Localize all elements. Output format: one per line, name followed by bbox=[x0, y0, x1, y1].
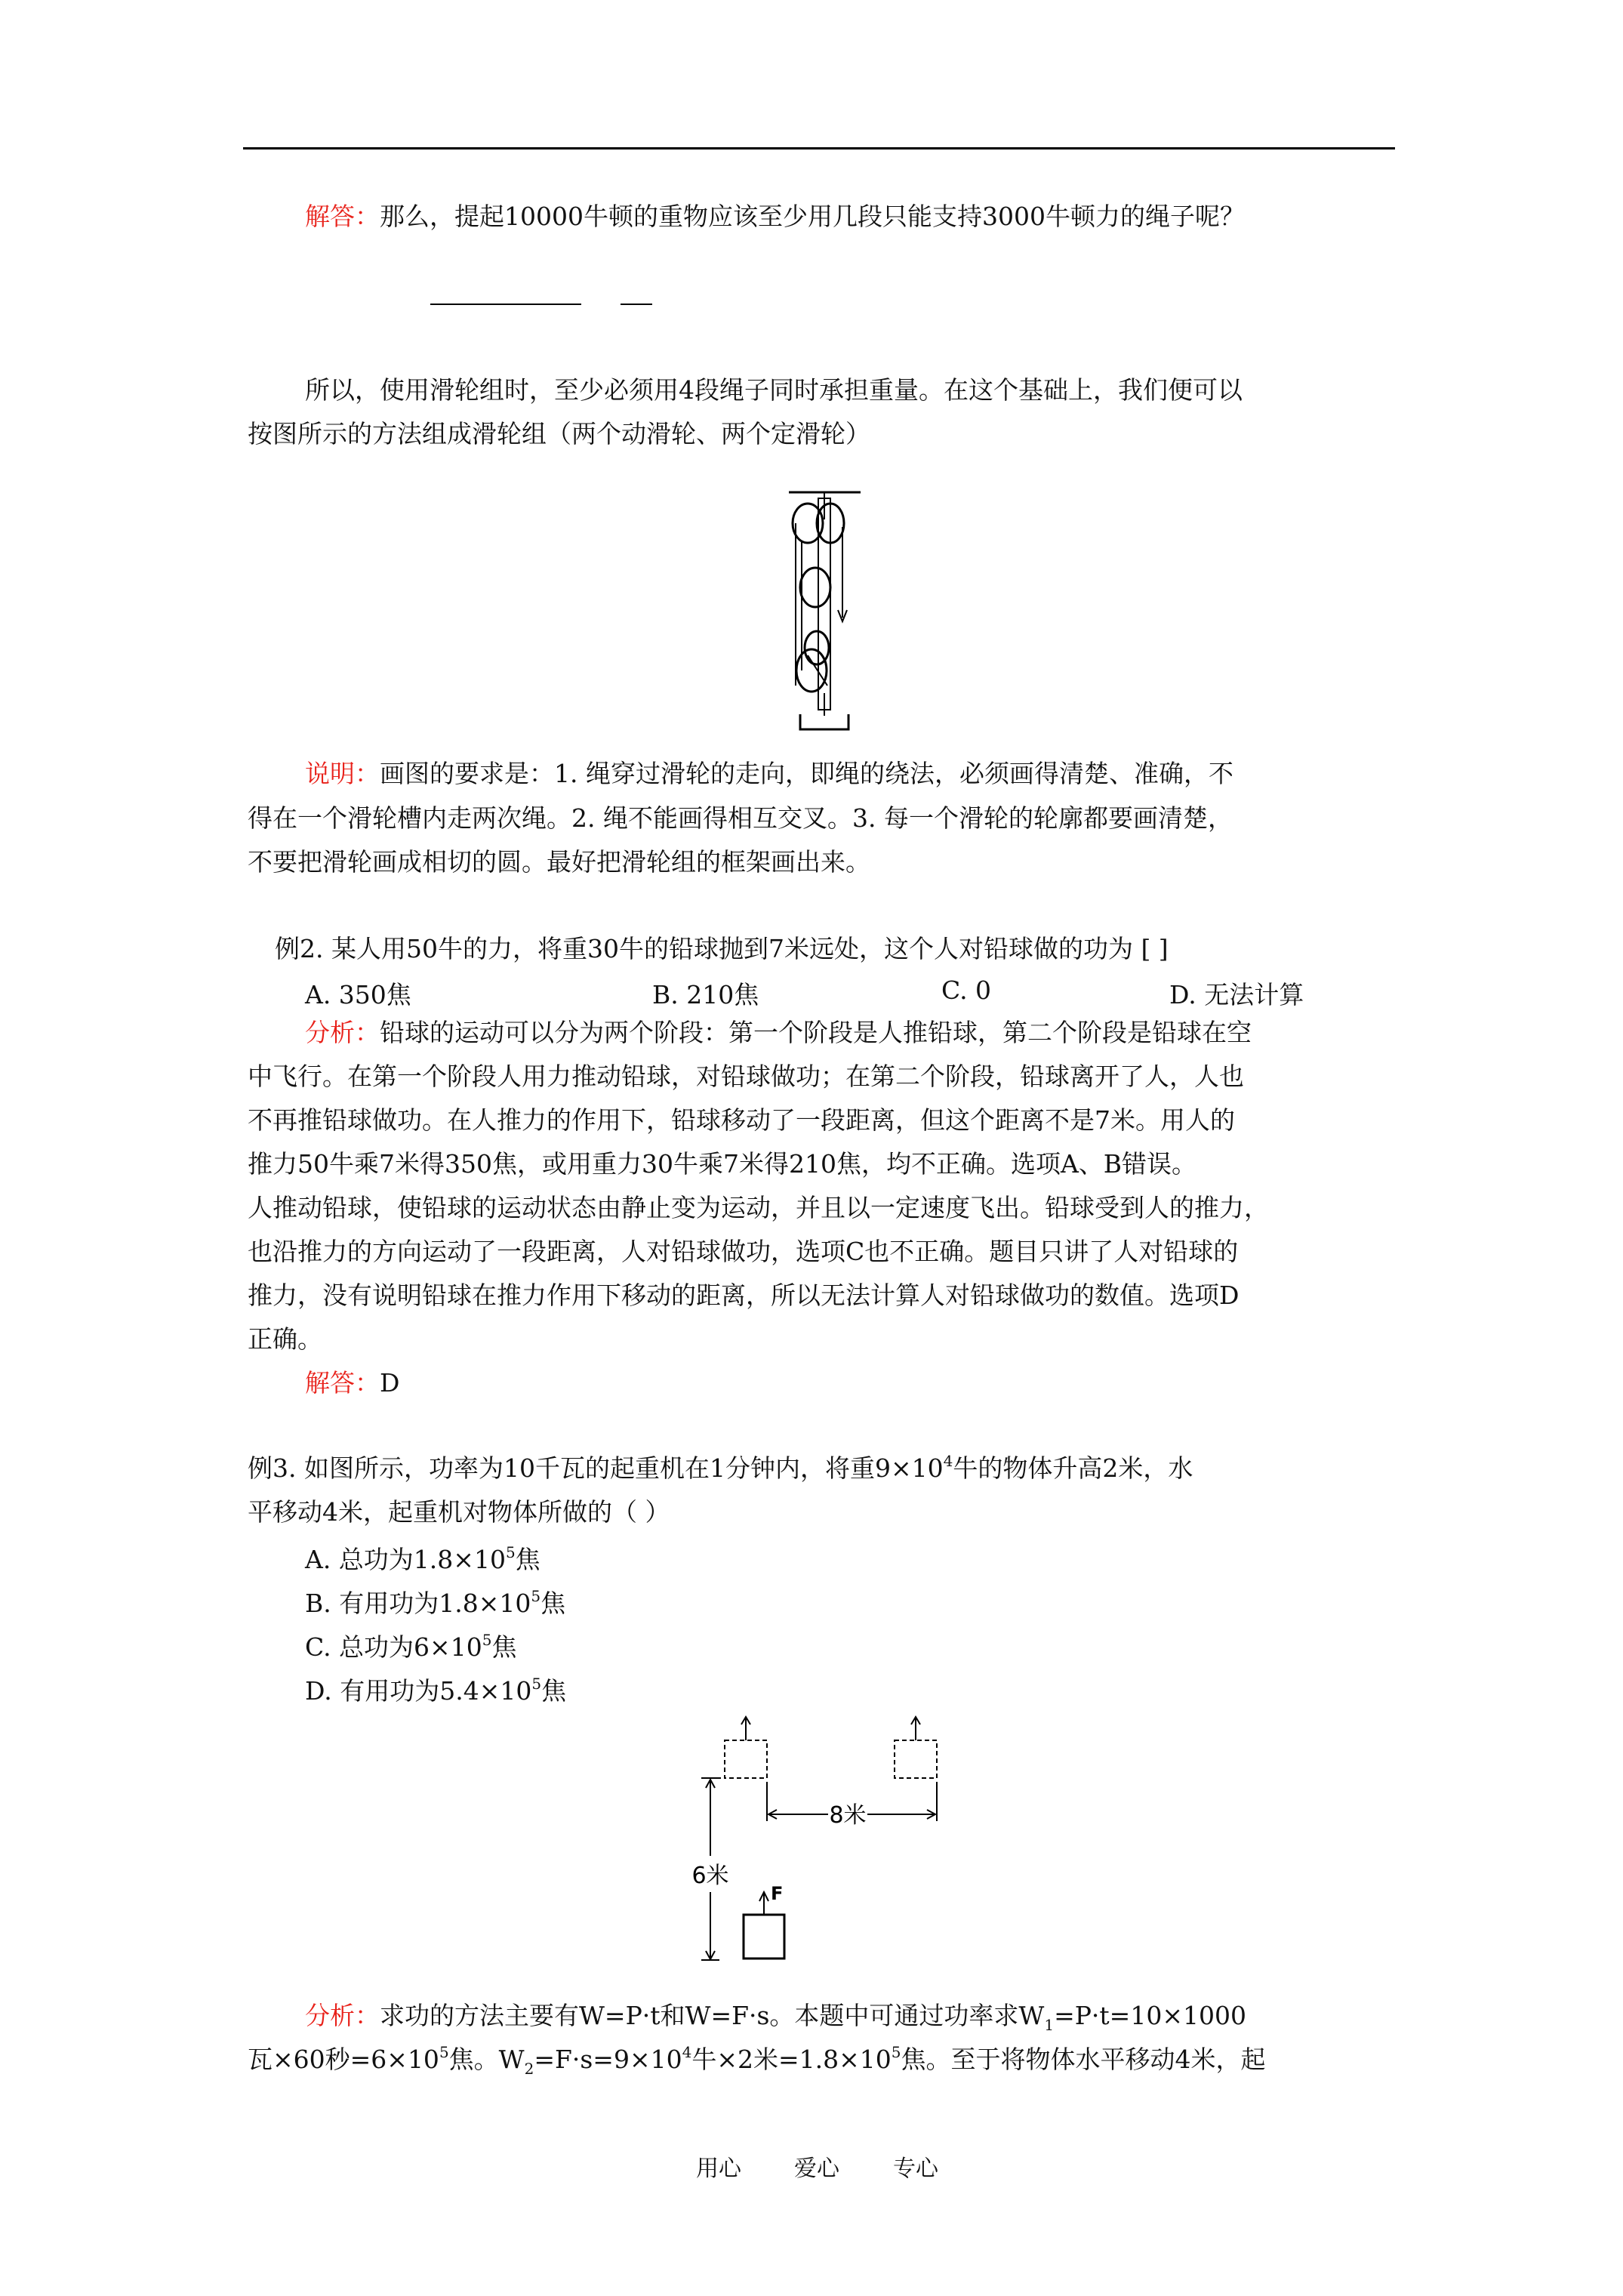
option-a: A. 350焦 bbox=[305, 980, 411, 1009]
analysis-line: 正确。 bbox=[248, 1324, 322, 1354]
example2-answer: 解答：D bbox=[305, 1368, 400, 1398]
example3-analysis-line2: 瓦×60秒$=6\times 10^5$焦。$W_2=F\cdot s=9\times 10^4$牛×2米$=1.8\times 10^5$焦。至于将物体水平移动4米，起 bbox=[248, 2043, 1266, 2078]
answer-paragraph bbox=[305, 202, 1452, 232]
crane-motion-figure bbox=[683, 1712, 970, 1969]
analysis-line: 推力，没有说明铅球在推力作用下移动的距离，所以无法计算人对铅球做功的数值。选项D bbox=[248, 1281, 1240, 1310]
answer-text: 那么，提起10000牛顿的重物应该至少用几段只能支持3000牛顿力的绳子呢？ bbox=[380, 202, 1245, 231]
answer-label: 解答： bbox=[305, 202, 380, 231]
analysis-line: 推力50牛乘7米得350焦，或用重力30牛乘7米得210焦，均不正确。选项A、B错误。 bbox=[248, 1149, 1197, 1179]
horizontal-distance-label: 8米 bbox=[829, 1802, 867, 1829]
analysis-line: 分析：铅球的运动可以分为两个阶段：第一个阶段是人推铅球，第二个阶段是铅球在空 bbox=[305, 1018, 1252, 1047]
analysis-line: 人推动铅球，使铅球的运动状态由静止变为运动，并且以一定速度飞出。铅球受到人的推力， bbox=[248, 1193, 1269, 1222]
option-a: A. 总功为$1.8\times 10^5$焦 bbox=[305, 1543, 540, 1574]
footer-item: 用心 bbox=[696, 2156, 741, 2182]
note-line: 说明：画图的要求是：1. 绳穿过滑轮的走向，即绳的绕法，必须画得清楚、准确，不 bbox=[305, 759, 1233, 788]
option-c: C. 总功为$6\times 10^5$焦 bbox=[305, 1631, 517, 1662]
analysis-label: 分析： bbox=[305, 1018, 380, 1047]
example3-analysis-line1: 分析：求功的方法主要有W=P·t和W=F·s。本题中可通过功率求$W_1=P\cdot t=10\times 1000$ bbox=[305, 2001, 1246, 2034]
analysis-label: 分析： bbox=[305, 2001, 380, 2030]
analysis-line: 也沿推力的方向运动了一段距离，人对铅球做功，选项C也不正确。题目只讲了人对铅球的 bbox=[248, 1237, 1239, 1266]
blank-line-1 bbox=[430, 304, 581, 305]
note-line: 不要把滑轮画成相切的圆。最好把滑轮组的框架画出来。 bbox=[248, 847, 870, 877]
paragraph-line: 按图所示的方法组成滑轮组（两个动滑轮、两个定滑轮） bbox=[248, 419, 870, 448]
note-line: 得在一个滑轮槽内走两次绳。2. 绳不能画得相互交叉。3. 每一个滑轮的轮廓都要画清楚， bbox=[248, 803, 1233, 833]
option-b: B. 有用功为$1.8\times 10^5$焦 bbox=[305, 1587, 566, 1618]
option-d: D. 有用功为$5.4\times 10^5$焦 bbox=[305, 1675, 567, 1706]
analysis-line: 不再推铅球做功。在人推力的作用下，铅球移动了一段距离，但这个距离不是7米。用人的 bbox=[248, 1105, 1235, 1135]
option-c: C. 0 bbox=[941, 975, 992, 1005]
footer-item: 爱心 bbox=[794, 2156, 839, 2182]
pulley-system-figure bbox=[785, 489, 868, 738]
example3-question-line2: 平移动4米，起重机对物体所做的（ ） bbox=[248, 1497, 670, 1527]
example2-question: 例2. 某人用50牛的力，将重30牛的铅球抛到7米远处，这个人对铅球做的功为 [ ] bbox=[275, 934, 1169, 963]
footer-item: 专心 bbox=[893, 2156, 938, 2182]
vertical-distance-label: 6米 bbox=[691, 1863, 729, 1889]
force-label: F bbox=[771, 1883, 784, 1904]
option-b: B. 210焦 bbox=[652, 980, 759, 1009]
example3-question-line1: 例3. 如图所示，功率为10千瓦的起重机在1分钟内，将重$9\times 10^4$牛的物体升高2米，水 bbox=[248, 1452, 1193, 1483]
option-d: D. 无法计算 bbox=[1169, 980, 1304, 1009]
paragraph-line: 所以，使用滑轮组时，至少必须用4段绳子同时承担重量。在这个基础上，我们便可以 bbox=[305, 375, 1243, 405]
answer-label: 解答： bbox=[305, 1368, 380, 1398]
blank-line-2 bbox=[621, 304, 652, 305]
note-label: 说明： bbox=[305, 759, 380, 788]
analysis-line: 中飞行。在第一个阶段人用力推动铅球，对铅球做功；在第二个阶段，铅球离开了人，人也 bbox=[248, 1062, 1244, 1091]
header-rule bbox=[243, 147, 1395, 149]
